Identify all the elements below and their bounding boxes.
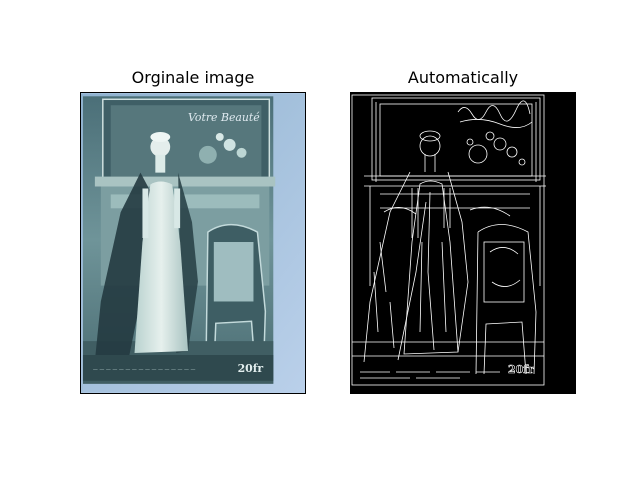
original-image bbox=[81, 93, 305, 393]
magazine-logo: Votre Beauté bbox=[188, 111, 260, 125]
price-mark: 20fr bbox=[237, 361, 264, 375]
original-image-axes bbox=[80, 92, 306, 394]
edge-image bbox=[350, 92, 576, 394]
svg-text:— — — — — — — — — — — — — — —: — — — — — — — — — — — — — — — — bbox=[92, 366, 196, 373]
edge-price-mark: 20fr bbox=[508, 363, 534, 376]
edge-image-axes bbox=[350, 92, 576, 394]
left-panel-title: Orginale image bbox=[131, 68, 255, 87]
right-panel-title: Automatically bbox=[407, 68, 519, 87]
